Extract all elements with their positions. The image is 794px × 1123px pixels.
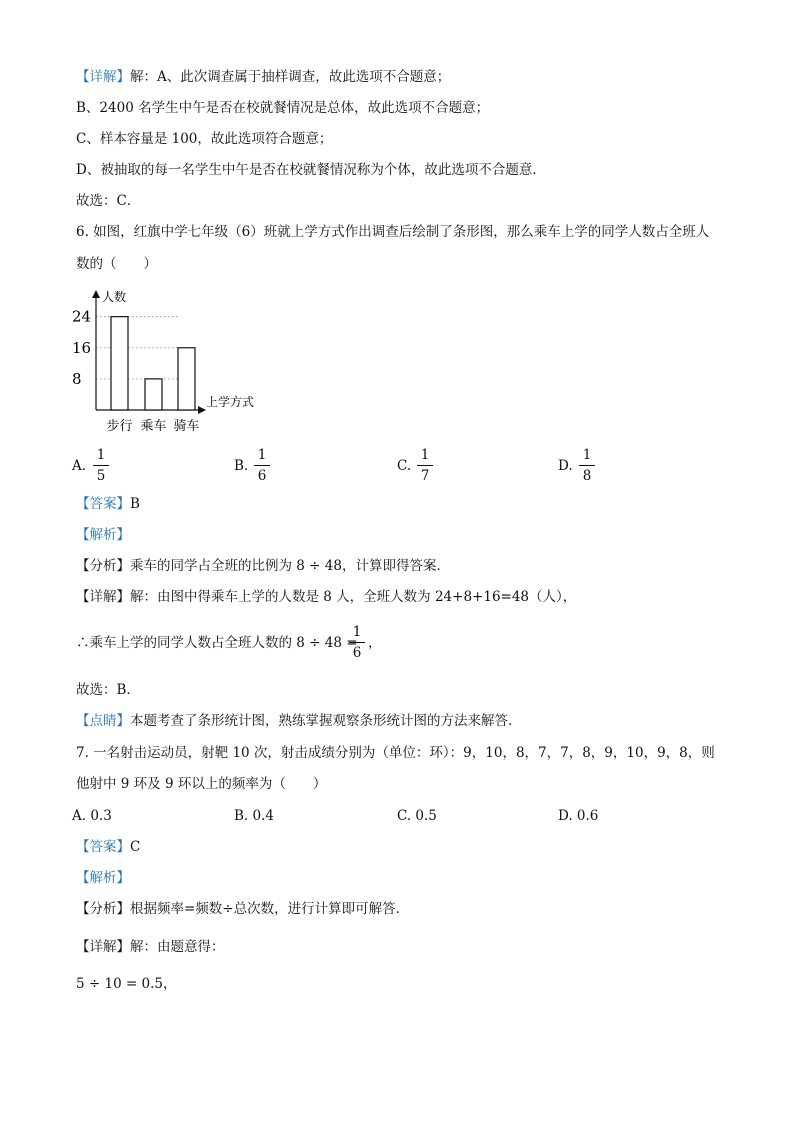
option-d-fraction: [579, 446, 595, 485]
q6-detail-line: [76, 587, 576, 607]
therefore-end: ，: [368, 635, 382, 651]
option-b-fraction: [254, 446, 270, 485]
q7-stem-line2: 他射中 9 环及 9 环以上的频率为（ ）: [76, 776, 327, 792]
q7-detail-line: [76, 937, 225, 957]
option-a-fraction: [93, 446, 109, 485]
x-axis-arrow: [198, 406, 206, 414]
dianjing-text: 本题考查了条形统计图，熟练掌握观察条形统计图的方法来解答．: [130, 713, 522, 729]
fenxi-text: 根据频率=频数÷总次数，进行计算即可解答．: [130, 901, 410, 917]
q5-line-d: D、被抽取的每一名学生中午是否在校就餐情况称为个体，故此选项不合题意．: [76, 162, 546, 178]
therefore-text: ∴乘车上学的同学人数占全班人数的 8 ÷ 48 =: [76, 635, 358, 651]
q6-answer-line: [76, 494, 140, 514]
analysis-tag: 【解析】: [76, 870, 130, 886]
answer-tag: 【答案】: [76, 496, 130, 512]
option-a-num: 1: [96, 447, 106, 463]
option-d-den: 8: [582, 468, 592, 484]
detail-text: 解：由题意得：: [130, 939, 225, 955]
y-axis-arrow: [92, 290, 100, 298]
option-d-label: D.: [558, 458, 573, 474]
q7-analysis-line: [76, 868, 130, 888]
option-c-num: 1: [420, 447, 430, 463]
detail-tag: 【详解】: [76, 69, 130, 85]
bar-1: [111, 317, 128, 410]
option-b-num: 1: [257, 447, 267, 463]
option-b-label: B.: [234, 458, 249, 474]
q7-option-c: C. 0.5: [397, 808, 437, 824]
dianjing-tag: 【点睛】: [76, 713, 130, 729]
y-tick-label: 8: [72, 369, 82, 388]
bar-chart: [70, 284, 270, 434]
therefore-den: 6: [352, 645, 362, 661]
answer-tag: 【答案】: [76, 839, 130, 855]
q5-line-c: C、样本容量是 100，故此选项符合题意；: [76, 131, 333, 147]
detail-tag: 【详解】: [76, 589, 130, 605]
detail-text: 解：A、此次调查属于抽样调查，故此选项不合题意；: [130, 69, 451, 85]
category-label: 步行: [106, 419, 133, 434]
q5-choose: 故选：C．: [76, 193, 141, 209]
detail-text: 解：由图中得乘车上学的人数是 8 人，全班人数为 24+8+16=48（人），: [130, 589, 577, 605]
q7-option-d: D. 0.6: [558, 808, 599, 824]
q6-analysis-line: [76, 525, 130, 545]
option-a-den: 5: [96, 468, 106, 484]
q7-stem-line1: 7. 一名射击运动员，射靶 10 次，射击成绩分别为（单位：环）：9，10，8，7，7，8，9，10，9，8，则: [76, 745, 715, 761]
fenxi-text: 乘车的同学占全班的比例为 8 ÷ 48，计算即得答案．: [130, 558, 450, 574]
therefore-num: 1: [352, 624, 362, 640]
q6-stem-line2: 数的（ ）: [76, 256, 157, 272]
option-c-den: 7: [420, 468, 430, 484]
option-c-label: C.: [397, 458, 412, 474]
bar-3: [178, 348, 195, 410]
q6-choose: 故选：B．: [76, 682, 140, 698]
fenxi-tag: 【分析】: [76, 901, 130, 917]
q6-dianjing-line: [76, 711, 522, 731]
y-axis-label: 人数: [102, 290, 127, 304]
analysis-tag: 【解析】: [76, 527, 130, 543]
option-d-num: 1: [582, 447, 592, 463]
detail-tag: 【详解】: [76, 939, 130, 955]
x-axis-label: 上学方式: [206, 395, 255, 409]
option-c-fraction: [417, 446, 433, 485]
q7-option-a: A. 0.3: [72, 808, 112, 824]
q6-therefore-line: [76, 633, 358, 653]
y-tick-label: 16: [72, 338, 92, 357]
category-label: 乘车: [140, 419, 167, 434]
fenxi-tag: 【分析】: [76, 558, 130, 574]
q7-option-b: B. 0.4: [234, 808, 274, 824]
q5-line-b: B、2400 名学生中午是否在校就餐情况是总体，故此选项不合题意；: [76, 100, 490, 116]
category-label: 骑车: [173, 419, 200, 434]
q6-fenxi-line: [76, 556, 450, 576]
option-a-label: A.: [72, 458, 87, 474]
q7-answer-line: [76, 837, 140, 857]
q6-stem-line1: 6. 如图，红旗中学七年级（6）班就上学方式作出调查后绘制了条形图，那么乘车上学的同学人数占全班人: [76, 224, 710, 240]
bar-2: [145, 379, 162, 410]
q7-fenxi-line: [76, 899, 409, 919]
therefore-fraction: [349, 623, 365, 662]
q7-calc: 5 ÷ 10 = 0.5，: [76, 976, 177, 992]
y-tick-label: 24: [72, 307, 92, 326]
q5-detail-line: [76, 67, 450, 87]
answer-value: B: [130, 496, 140, 512]
answer-value: C: [130, 839, 141, 855]
option-b-den: 6: [257, 468, 267, 484]
